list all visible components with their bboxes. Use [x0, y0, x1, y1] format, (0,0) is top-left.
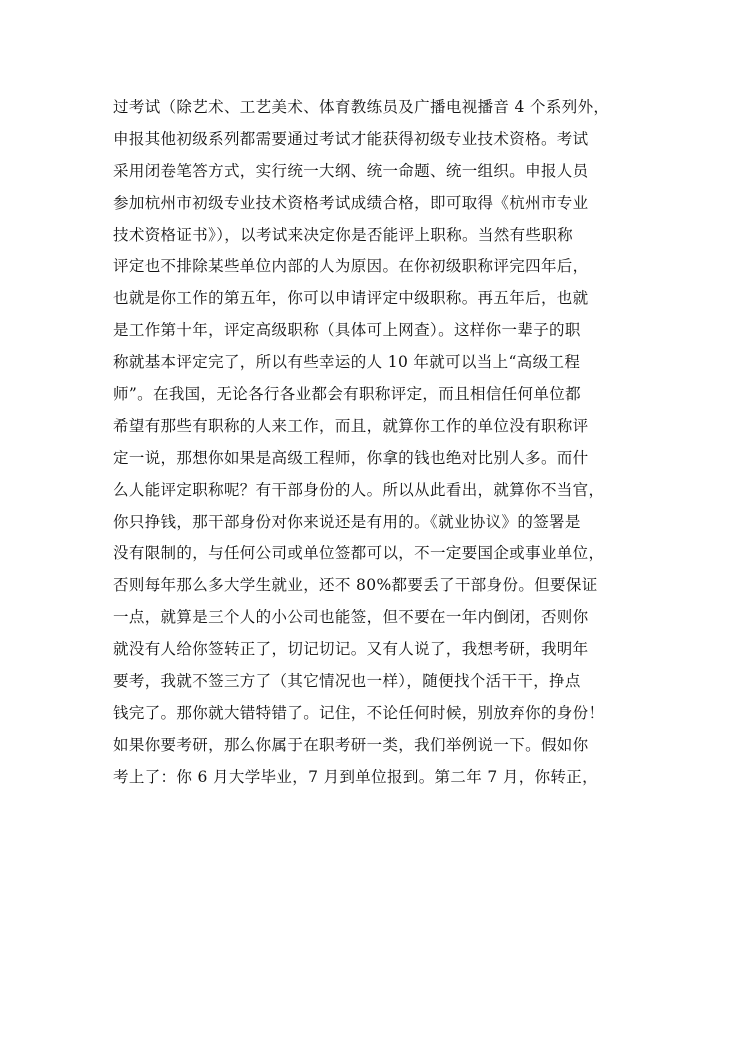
- text-line: 希望有那些有职称的人来工作，而且，就算你工作的单位没有职称评: [113, 416, 589, 435]
- text-line: 定一说，那想你如果是高级工程师，你拿的钱也绝对比别人多。而什: [113, 448, 589, 467]
- text-line: 一点，就算是三个人的小公司也能签，但不要在一年内倒闭，否则你: [113, 608, 589, 627]
- text-line: 你只挣钱，那干部身份对你来说还是有用的。《就业协议》的签署是: [113, 512, 581, 531]
- text-line: 参加杭州市初级专业技术资格考试成绩合格，即可取得《杭州市专业: [113, 193, 589, 212]
- text-line: 是工作第十年，评定高级职称（具体可上网查）。这样你一辈子的职: [113, 321, 581, 340]
- text-line: 称就基本评定完了，所以有些幸运的人 10 年就可以当上“高级工程: [113, 353, 581, 372]
- text-line: 申报其他初级系列都需要通过考试才能获得初级专业技术资格。考试: [113, 129, 589, 148]
- text-line: 么人能评定职称呢？有干部身份的人。所以从此看出，就算你不当官，: [113, 480, 605, 499]
- text-line: 也就是你工作的第五年，你可以申请评定中级职称。再五年后，也就: [113, 289, 589, 308]
- text-line: 过考试（除艺术、工艺美术、体育教练员及广播电视播音 4 个系列外，: [113, 98, 610, 116]
- text-line: 技术资格证书》），以考试来决定你是否能评上职称。当然有些职称: [113, 225, 574, 244]
- text-line: 没有限制的，与任何公司或单位签都可以，不一定要国企或事业单位，: [113, 544, 605, 563]
- text-line: 评定也不排除某些单位内部的人为原因。在你初级职称评完四年后，: [113, 257, 589, 276]
- text-line: 师”。在我国，无论各行各业都会有职称评定，而且相信任何单位都: [113, 385, 581, 404]
- body-text: [113, 92, 643, 794]
- text-line: 采用闭卷笔答方式，实行统一大纲、统一命题、统一组织。申报人员: [113, 161, 589, 180]
- text-line: 钱完了。那你就大错特错了。记住，不论任何时候，别放弃你的身份！: [113, 703, 605, 722]
- text-line: 就没有人给你签转正了，切记切记。又有人说了，我想考研，我明年: [113, 640, 589, 659]
- text-line: 否则每年那么多大学生就业，还不 80%都要丢了干部身份。但要保证: [113, 576, 598, 595]
- text-line: 考上了：你 6 月大学毕业，7 月到单位报到。第二年 7 月，你转正，: [113, 767, 598, 786]
- text-line: 如果你要考研，那么你属于在职考研一类，我们举例说一下。假如你: [113, 735, 589, 754]
- text-line: 要考，我就不签三方了（其它情况也一样），随便找个活干干，挣点: [113, 672, 581, 691]
